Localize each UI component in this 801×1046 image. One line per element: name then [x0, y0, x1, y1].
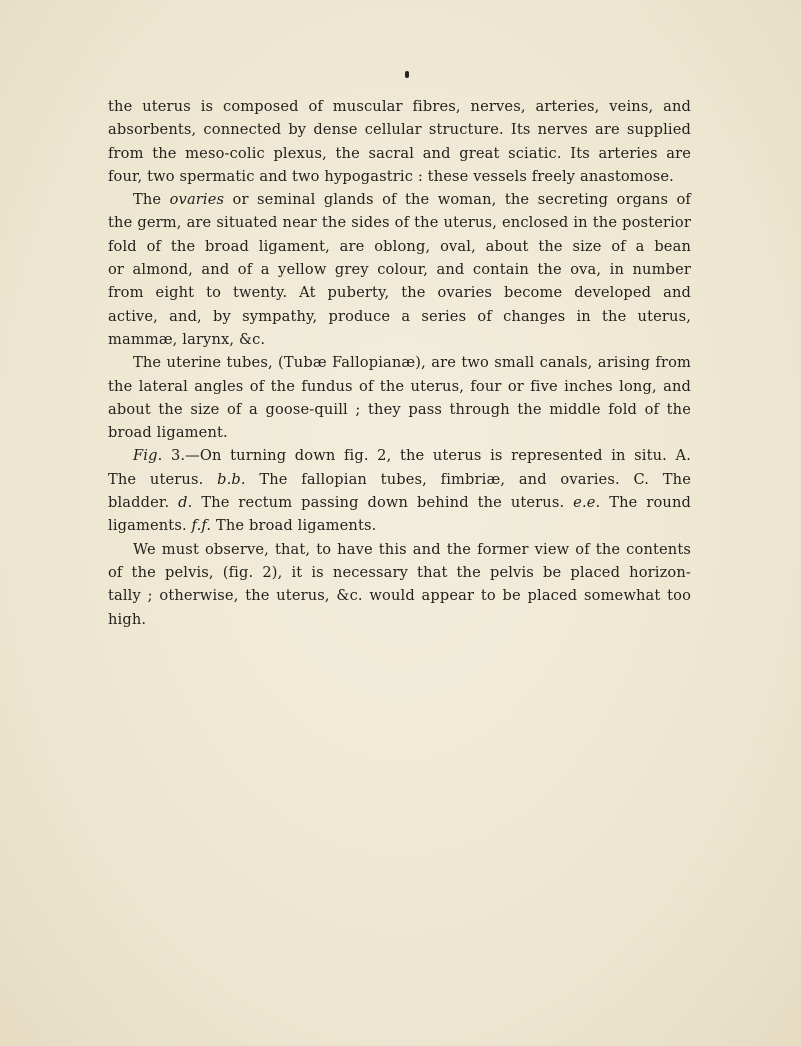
text-segment: the lateral angles of the fundus of the uterus, four or five inches long, and: [108, 377, 691, 395]
text-segment: The fallopian tubes, fimbriæ, and ovaries. C. The: [245, 470, 691, 488]
text-line: [108, 95, 691, 118]
text-segment: The uterine tubes, (Tubæ Fallopianæ), are two small canals, arising from: [133, 354, 691, 372]
text-segment: of the pelvis, (fig. 2), it is necessary that the pelvis be placed horizon-: [108, 563, 691, 581]
text-segment: The round: [600, 494, 691, 512]
italic-text: e.e.: [573, 494, 601, 512]
text-segment: broad ligament.: [108, 424, 228, 442]
text-segment: tally ; otherwise, the uterus, &c. would appear to be placed somewhat too: [108, 587, 691, 605]
text-line: [108, 142, 691, 165]
text-line: [108, 561, 691, 584]
text-line: [108, 584, 691, 607]
text-segment: the germ, are situated near the sides of the uterus, enclosed in the posterior: [108, 214, 691, 232]
text-segment: The uterus.: [108, 470, 218, 488]
text-line: [108, 608, 691, 631]
italic-text: Fig: [133, 447, 158, 465]
text-line: [108, 305, 691, 328]
text-line: [108, 351, 691, 374]
text-line: [108, 444, 691, 467]
text-line: [108, 491, 691, 514]
text-segment: from eight to twenty. At puberty, the ovaries become developed and: [108, 284, 691, 302]
text-segment: absorbents, connected by dense cellular structure. Its nerves are supplied: [108, 121, 691, 139]
text-segment: from the meso-colic plexus, the sacral and great sciatic. Its arteries are: [108, 144, 691, 162]
italic-text: f.f.: [191, 517, 212, 535]
text-line: [108, 165, 691, 188]
text-segment: bladder.: [108, 494, 179, 512]
text-segment: or almond, and of a yellow grey colour, and contain the ova, in number: [108, 261, 691, 279]
text-line: [108, 118, 691, 141]
italic-text: b.b.: [217, 470, 246, 488]
body-text: [108, 95, 691, 631]
text-segment: fold of the broad ligament, are oblong, oval, about the size of a bean: [108, 237, 691, 255]
text-segment: or seminal glands of the woman, the secreting organs of: [224, 191, 691, 209]
text-line: [108, 514, 691, 537]
text-segment: about the size of a goose-quill ; they pass through the middle fold of the: [108, 400, 691, 418]
text-segment: high.: [108, 610, 147, 628]
text-segment: The broad ligaments.: [211, 517, 377, 535]
text-line: [108, 235, 691, 258]
text-segment: ligaments.: [108, 517, 192, 535]
text-line: [108, 398, 691, 421]
text-line: [108, 258, 691, 281]
text-line: [108, 538, 691, 561]
text-line: [108, 281, 691, 304]
text-line: [108, 375, 691, 398]
text-line: [108, 211, 691, 234]
text-line: [108, 188, 691, 211]
text-segment: mammæ, larynx, &c.: [108, 330, 266, 348]
text-segment: The rectum passing down behind the uterus.: [192, 494, 574, 512]
text-segment: active, and, by sympathy, produce a series of changes in the uterus,: [108, 307, 691, 325]
ink-mark: [405, 71, 409, 78]
text-line: [108, 468, 691, 491]
italic-text: ovaries: [169, 191, 225, 209]
text-line: [108, 421, 691, 444]
text-line: [108, 328, 691, 351]
text-segment: We must observe, that, to have this and the former view of the contents: [133, 540, 691, 558]
italic-text: d.: [178, 494, 193, 512]
text-segment: . 3.—On turning down fig. 2, the uterus is represented in situ. A.: [157, 447, 691, 465]
text-segment: The: [133, 191, 170, 209]
text-segment: the uterus is composed of muscular fibres, nerves, arteries, veins, and: [108, 98, 691, 115]
text-segment: four, two spermatic and two hypogastric : these vessels freely anastomose.: [108, 167, 674, 185]
